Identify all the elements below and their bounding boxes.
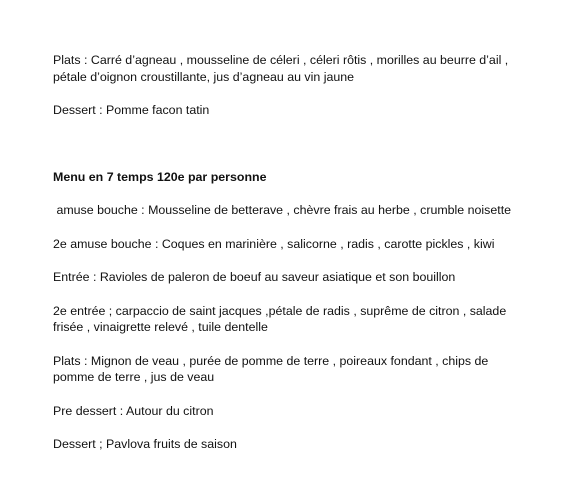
menu-item-plats-agneau: Plats : Carré d’agneau , mousseline de céleri , céleri rôtis , morilles au beurre d’ail , pétale d’oignon croustillante, jus d’agneau au vin jaune (53, 53, 509, 84)
menu-item-entree-2: 2e entrée ; carpaccio de saint jacques ,pétale de radis , suprême de citron , salade frisée , vinaigrette relevé , tuile dentelle (53, 303, 507, 334)
document-page (53, 52, 523, 453)
menu-item-pre-dessert: Pre dessert : Autour du citron (53, 403, 214, 418)
menu-heading: Menu en 7 temps 120e par personne (53, 169, 267, 184)
menu-item-amuse-bouche: amuse bouche : Mousseline de betterave , chèvre frais au herbe , crumble noisette (53, 203, 512, 217)
menu-item-amuse-bouche-2: 2e amuse bouche : Coques en marinière , salicorne , radis , carotte pickles , kiwi (53, 236, 495, 251)
menu-item-entree: Entrée : Ravioles de paleron de boeuf au saveur asiatique et son bouillon (53, 270, 456, 284)
menu-item-plats-veau: Plats : Mignon de veau , purée de pomme de terre , poireaux fondant , chips de pomme de terre , jus de veau (53, 353, 489, 384)
menu-item-dessert-tatin: Dessert : Pomme facon tatin (53, 103, 210, 117)
menu-item-dessert-pavlova: Dessert ; Pavlova fruits de saison (53, 437, 237, 451)
